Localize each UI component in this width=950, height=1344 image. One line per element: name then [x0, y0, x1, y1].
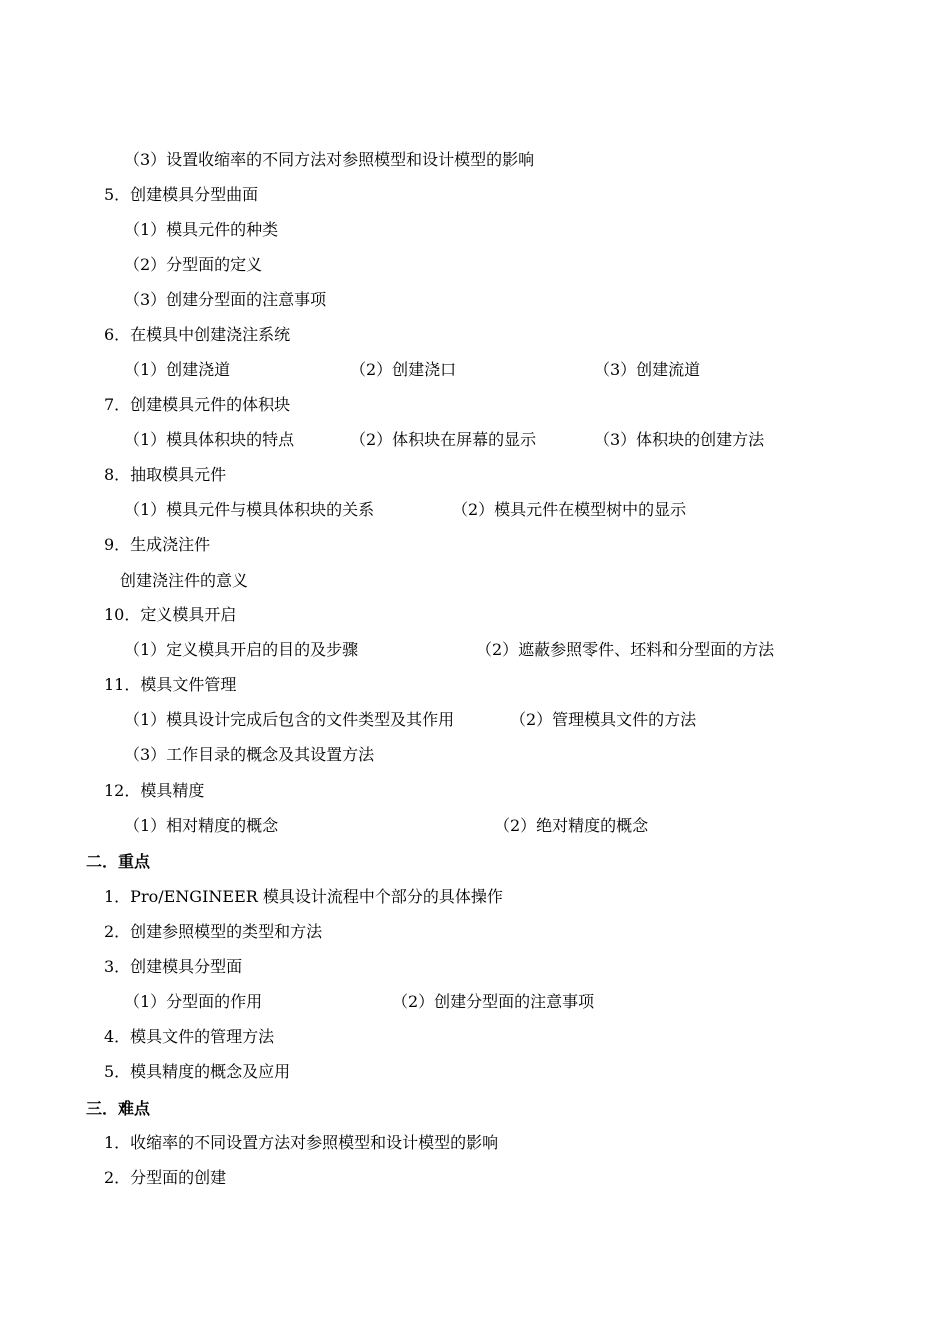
list-item: （3）创建流道: [594, 360, 701, 379]
list-item: 2．创建参照模型的类型和方法: [104, 922, 323, 941]
list-item: （1）模具元件的种类: [124, 220, 279, 239]
list-item: （1）定义模具开启的目的及步骤: [124, 640, 359, 659]
list-item: （3）工作目录的概念及其设置方法: [124, 745, 375, 764]
section-heading-difficult-points: 三．难点: [86, 1099, 151, 1118]
list-item: （1）创建浇道: [124, 360, 231, 379]
section-heading-key-points: 二．重点: [86, 852, 151, 871]
list-item: （3）设置收缩率的不同方法对参照模型和设计模型的影响: [124, 150, 535, 169]
list-item: （1）相对精度的概念: [124, 816, 279, 835]
list-item: （2）绝对精度的概念: [494, 816, 649, 835]
list-item: （2）创建分型面的注意事项: [392, 992, 595, 1011]
list-item: 5．模具精度的概念及应用: [104, 1062, 291, 1081]
list-item: （2）管理模具文件的方法: [510, 710, 697, 729]
list-item: （3）体积块的创建方法: [594, 430, 765, 449]
list-item-heading: 10．定义模具开启: [104, 605, 237, 624]
list-item: 2．分型面的创建: [104, 1168, 227, 1187]
list-item: （2）模具元件在模型树中的显示: [452, 500, 687, 519]
list-item-heading: 11．模具文件管理: [104, 675, 237, 694]
list-item: （1）模具设计完成后包含的文件类型及其作用: [124, 710, 455, 729]
list-item-heading: 6．在模具中创建浇注系统: [104, 325, 291, 344]
list-item-heading: 9．生成浇注件: [104, 535, 211, 554]
list-item: （2）体积块在屏幕的显示: [350, 430, 537, 449]
list-item: 1．Pro/ENGINEER 模具设计流程中个部分的具体操作: [104, 887, 503, 906]
list-item: （1）模具体积块的特点: [124, 430, 295, 449]
list-item-heading: 5．创建模具分型曲面: [104, 185, 259, 204]
list-item-heading: 7．创建模具元件的体积块: [104, 395, 291, 414]
list-item: （2）遮蔽参照零件、坯料和分型面的方法: [476, 640, 775, 659]
list-item-heading: 12．模具精度: [104, 781, 205, 800]
list-item: （1）模具元件与模具体积块的关系: [124, 500, 375, 519]
list-item: （2）分型面的定义: [124, 255, 263, 274]
list-item: 3．创建模具分型面: [104, 957, 243, 976]
list-item: 4．模具文件的管理方法: [104, 1027, 275, 1046]
list-item: （1）分型面的作用: [124, 992, 263, 1011]
list-item: 创建浇注件的意义: [120, 571, 249, 590]
list-item: 1．收缩率的不同设置方法对参照模型和设计模型的影响: [104, 1133, 499, 1152]
list-item: （2）创建浇口: [350, 360, 457, 379]
list-item-heading: 8．抽取模具元件: [104, 465, 227, 484]
list-item: （3）创建分型面的注意事项: [124, 290, 327, 309]
